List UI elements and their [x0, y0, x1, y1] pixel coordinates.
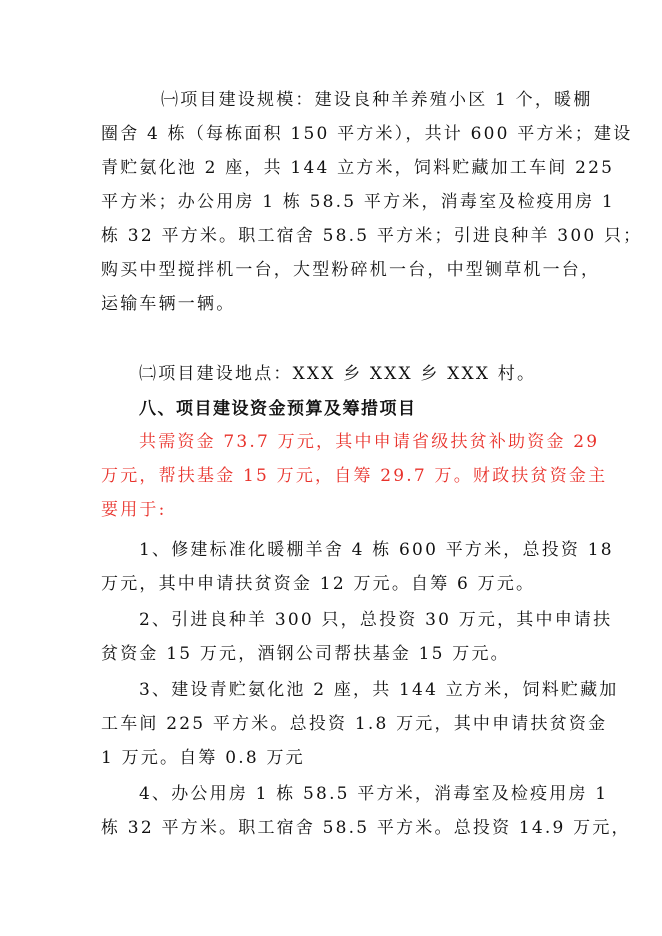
scale-line-6: 购买中型搅拌机一台，大型粉碎机一台，中型铡草机一台， — [101, 260, 601, 280]
location-line: ㈡项目建设地点：XXX 乡 XXX 乡 XXX 村。 — [139, 364, 537, 384]
item-2-line-2: 贫资金 15 万元，酒钢公司帮扶基金 15 万元。 — [101, 644, 510, 664]
funding-summary-line-2: 万元，帮扶基金 15 万元，自筹 29.7 万。财政扶贫资金主 — [101, 466, 608, 486]
item-3-line-1: 3、建设青贮氨化池 2 座，共 144 立方米，饲料贮藏加 — [139, 680, 619, 700]
funding-summary-line-1: 共需资金 73.7 万元，其中申请省级扶贫补助资金 29 — [139, 432, 600, 452]
item-2-line-1: 2、引进良种羊 300 只，总投资 30 万元，其中申请扶 — [139, 610, 613, 630]
scale-line-1: ㈠项目建设规模：建设良种羊养殖小区 1 个，暖棚 — [161, 90, 593, 110]
scale-line-3: 青贮氨化池 2 座，共 144 立方米，饲料贮藏加工车间 225 — [101, 158, 615, 178]
funding-summary-line-3: 要用于: — [101, 500, 167, 520]
scale-line-2: 圈舍 4 栋（每栋面积 150 平方米），共计 600 平方米；建设 — [101, 124, 633, 144]
scale-line-5: 栋 32 平方米。职工宿舍 58.5 平方米；引进良种羊 300 只； — [101, 226, 643, 246]
item-3-line-2: 工车间 225 平方米。总投资 1.8 万元，其中申请扶贫资金 — [101, 714, 608, 734]
item-1-line-1: 1、修建标准化暖棚羊舍 4 栋 600 平方米，总投资 18 — [139, 540, 614, 560]
item-4-line-2: 栋 32 平方米。职工宿舍 58.5 平方米。总投资 14.9 万元， — [101, 818, 631, 838]
item-3-line-3: 1 万元。自筹 0.8 万元 — [101, 748, 305, 768]
section-heading: 八、项目建设资金预算及筹措项目 — [139, 399, 417, 419]
scale-line-7: 运输车辆一辆。 — [101, 294, 236, 314]
item-4-line-1: 4、办公用房 1 栋 58.5 平方米，消毒室及检疫用房 1 — [139, 784, 609, 804]
scale-line-4: 平方米；办公用房 1 栋 58.5 平方米，消毒室及检疫用房 1 — [101, 192, 615, 212]
item-1-line-2: 万元，其中申请扶贫资金 12 万元。自筹 6 万元。 — [101, 574, 536, 594]
